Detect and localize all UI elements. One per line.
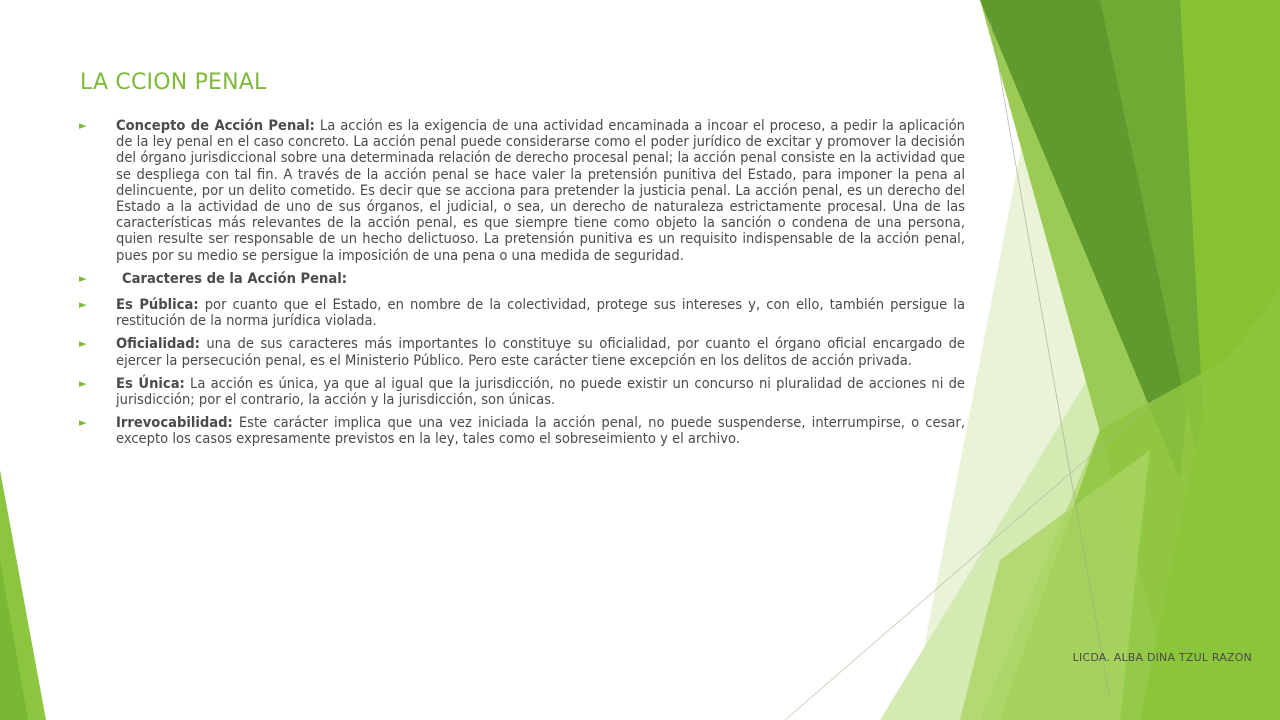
bullet-text: por cuanto que el Estado, en nombre de la colectividad, protege sus intereses y, con ello, también persigue la restitución de la norma jurídica violada. [116,296,966,330]
bullet-item-caracteres [76,271,965,287]
bullet-item-irrevocabilidad [76,415,965,447]
right-pointing-triangle-icon: ► [79,119,87,132]
bullet-item-concepto [76,118,965,264]
bullet-item-es-unica [76,376,965,408]
bullet-text: Este carácter implica que una vez iniciada la acción penal, no puede suspenderse, interrumpirse, o cesar, excepto los casos expresamente previstos en la ley, tales como el sobreseimiento y el archivo. [116,414,965,448]
right-pointing-triangle-icon: ► [79,271,87,285]
bullet-text: una de sus caracteres más importantes lo constituye su oficialidad, por cuanto el órgano oficial encargado de ejercer la persecución penal, es el Ministerio Público. Pero este carácter tiene excepción en los delitos de acción privada. [116,335,965,369]
bullet-item-oficialidad [76,336,965,368]
right-pointing-triangle-icon: ► [79,376,87,390]
bullet-label: Oficialidad: [116,335,200,353]
bullet-label: Es Única: [116,374,185,392]
bullet-list [76,118,965,455]
bullet-label: Concepto de Acción Penal: [116,117,315,134]
right-pointing-triangle-icon: ► [79,337,87,351]
author-footer: LICDA. ALBA DINA TZUL RAZON [1072,651,1252,664]
bullet-item-es-publica [76,297,965,329]
right-pointing-triangle-icon: ► [79,298,87,312]
bullet-label: Es Pública: [116,296,199,314]
bullet-text: La acción es única, ya que al igual que la jurisdicción, no puede existir un concurso ni pluralidad de acciones ni de jurisdicción; por el contrario, la acción y la jurisdicción, son únicas. [116,374,965,409]
bullet-text: La acción es la exigencia de una actividad encaminada a incoar el proceso, a pedir la aplicación de la ley penal en el caso concreto. La acción penal puede considerarse como el poder jurídico de excitar y promover la decisión del órgano jurisdiccional sobre una determinada relación de derecho procesal penal; la acción penal consiste en la actividad que se despliega con tal fin. A través de la acción penal se hace valer la pretensión punitiva del Estado, para imponer la pena al delincuente, por un delito cometido. Es decir que se acciona para pretender la justicia penal. La acción penal, es un derecho del Estado a la actividad de uno de sus órganos, el judicial, o sea, un derecho de naturaleza estrictamente procesal. Una de las características más relevantes de la acción penal, es que siempre tiene como objeto la sanción o condena de una persona, quien resulte ser responsable de un hecho delictuoso. La pretensión punitiva es un requisito indispensable de la acción penal, pues por su medio se persigue la imposición de una pena o una medida de seguridad. [116,117,965,264]
bullet-label: Irrevocabilidad: [116,414,233,432]
slide-title: LA CCION PENAL [80,70,267,95]
right-pointing-triangle-icon: ► [79,416,87,430]
bullet-label: Caracteres de la Acción Penal: [122,269,347,287]
